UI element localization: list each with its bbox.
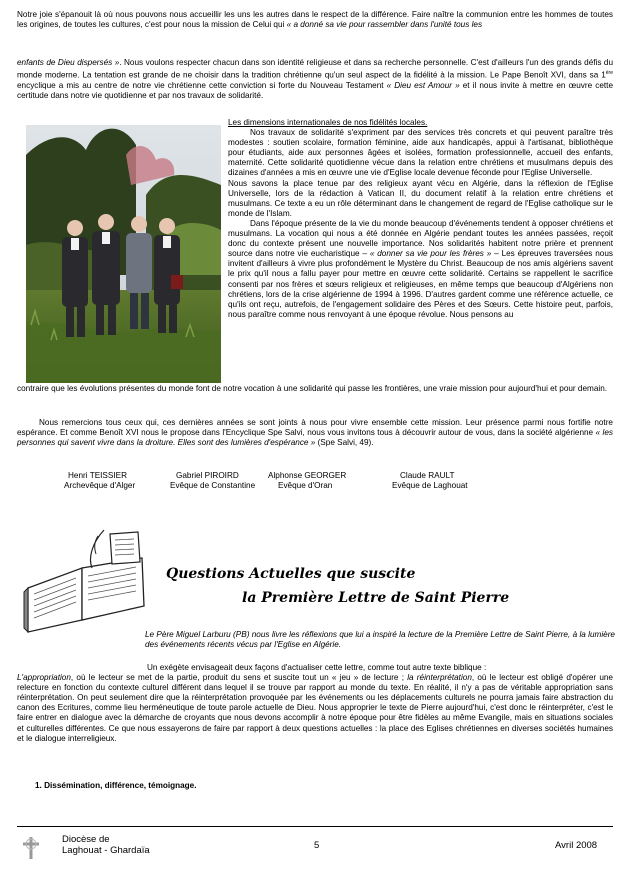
text: , où le lecteur se met de la partie, produit du sens et suscite tout un « jeu » de lecture ; bbox=[70, 673, 404, 683]
section-heading-1: 1. Dissémination, différence, témoignage. bbox=[35, 781, 197, 790]
signature bbox=[268, 471, 346, 491]
text: contraire que les évolutions présentes du monde font de notre vocation à une solidarité qui passe les frontières, une vraie mission pour aujourd'hui et pour demain. bbox=[17, 384, 608, 393]
section-internationales bbox=[228, 118, 613, 320]
text: et il nous invite à mettre en œuvre cette certitude dans notre vie quotidienne et par nos travaux de solidarité. bbox=[17, 80, 613, 101]
article-intro: Le Père Miguel Larburu (PB) nous livre les réflexions que lui a inspiré la lecture de la Première Lettre de Saint Pierre, à la lumière des événements récents vécus par l'Eglise en Algérie. bbox=[145, 630, 615, 650]
text: Notre joie s'épanouit là où nous pouvons nous accueillir les uns les autres dans le respect de la différence. Faire naître la communion entre les hommes de toutes les origines, de toutes les cultures, c'est pour nous la mission de Celui qui bbox=[17, 10, 613, 30]
footer-diocese bbox=[62, 834, 150, 856]
paragraph bbox=[228, 219, 613, 320]
signature-title: Evêque de Constantine bbox=[170, 481, 256, 490]
text: Dans l'époque présente de la vie du monde beaucoup d'événements tendent à opposer chrétiens et musulmans. La vocation qui nous a été donnée en Algérie pendant toutes les années passées, reçoit donc du contexte présent une nouvelle importance. Nos solidarités habitent notre prière et prennent source dans notre vie eucharistique – bbox=[228, 218, 613, 259]
quote: « Dieu est Amour » bbox=[386, 80, 460, 90]
signature bbox=[170, 471, 255, 491]
article-title-line1: Questions Actuelles que suscite bbox=[166, 566, 416, 582]
text: , où le lecteur est obligé d'opérer une relecture en fonction du contexte culturel différent dans lequel il se trouve par rapport au monde du texte. En réalité, il n'y a pas de véritable appropriation sans réinterprétation. On peut seulement dire que la réinterprétation provoquée par les événements ou les déplacements culturels ne pourra jamais faire abstraction du canon des Ecritures, comme lieu herméneutique de toute parole actuelle de Dieu. Nous approprier le texte de Pierre aujourd'hui, c'est donc le réinterpréter, c'est le faire entrer en dialogue avec la démarche de croyants que nous devons accomplir à notre époque pour être fidèles au même Evangile, mais en situations sociales et culturelles différentes. Ce que nous essayerons de faire par rapport à deux questions actuelles : la place des Eglises chrétiennes en diverses sociétés humaines et le dialogue interreligieux. bbox=[17, 673, 613, 743]
signature-title: Archevêque d'Alger bbox=[64, 481, 136, 490]
superscript: ère bbox=[605, 70, 613, 77]
signature bbox=[392, 471, 468, 491]
signature bbox=[64, 471, 135, 491]
text: encyclique a mis au centre de notre vie chrétienne cette conviction si forte du Nouveau Testament bbox=[17, 80, 384, 90]
bishops-photo bbox=[26, 125, 221, 383]
signature-name: Claude RAULT bbox=[400, 471, 455, 480]
text: – Les épreuves traversées nous invitent d'ailleurs à vivre plus profondément le Mystère du Christ. Beaucoup de nos amis algériens savent le prix qu'il nous a fallu payer pour mettre en œuvre cette solidarité. Certains se rappellent le sacrifice consenti par nos frères et sœurs religieux et religieuses, en même temps que beaucoup d'Algériens non chrétiens, lors de la crise algérienne de 1994 à 1996. D'autres gardent comme une référence actuelle, ce qu'ils ont reçu, autrefois, de l'engagement solidaire des Pères et des Sœurs. Cette histoire peut, parfois, nous paraître comme nous renvoyant à une époque révolue. Nous pensons au bbox=[228, 249, 613, 319]
page-number: 5 bbox=[314, 840, 320, 851]
open-book-illustration bbox=[20, 528, 150, 633]
term: L'appropriation bbox=[17, 673, 71, 683]
article-title-line2: la Première Lettre de Saint Pierre bbox=[242, 590, 510, 606]
term: la réinterprétation bbox=[407, 673, 472, 683]
signature-name: Henri TEISSIER bbox=[68, 471, 127, 480]
footer-line: Diocèse de bbox=[62, 834, 110, 845]
signature-title: Evêque d'Oran bbox=[278, 481, 333, 490]
quote: « a donné sa vie pour rassembler dans l'unité tous les bbox=[286, 20, 483, 30]
footer-rule bbox=[17, 826, 613, 827]
text bbox=[17, 418, 613, 448]
cross-icon bbox=[20, 835, 42, 861]
paragraph: Nos travaux de solidarité s'expriment par des services très concrets et qui peuvent paraître très modestes : soutien scolaire, formation féminine, aide aux handicapés, appui à l'artisanat, bibliothèque pour étudiants, aide aux personnes âgées et isolées, formation professionnelle, accueil des enfants, maternité. Cette solidarité quotidienne vécue dans la relation entre chrétiens et musulmans depuis des dizaines d'années a mis en œuvre une vie d'Eglise locale devenue féconde pour l'Eglise Universelle. bbox=[228, 128, 613, 178]
signature-name: Gabriel PIROIRD bbox=[176, 471, 239, 480]
paragraph: Nous savons la place tenue par des religieux ayant vécu en Algérie, dans la réflexion de l'Eglise Universelle, lors de la rédaction à Vatican II, du document relatif à la relation entre chrétiens et musulmans. Ce texte a eu un rôle déterminant dans le changement de regard de l'Eglise catholique sur le monde de l'Islam. bbox=[228, 178, 613, 218]
text: Nous remercions tous ceux qui, ces dernières années se sont joints à nous pour vivre ensemble cette mission. Leur présence parmi nous fortifie notre espérance. Et comme Benoît XVI nous le propose dans l'Encyclique Spe Salvi, nous vous invitons tous à découvrir autour de vous, dans la société algérienne bbox=[17, 418, 613, 438]
text: Un exégète envisageait deux façons d'actualiser cette lettre, comme tout autre texte biblique : bbox=[147, 663, 487, 672]
footer-date: Avril 2008 bbox=[555, 840, 598, 851]
article-body bbox=[17, 663, 613, 744]
footer-line: Laghouat - Ghardaïa bbox=[62, 845, 150, 856]
signature-name: Alphonse GEORGER bbox=[268, 471, 347, 480]
section-heading: Les dimensions internationales de nos fidélités locales. bbox=[228, 118, 428, 127]
text: (Spe Salvi, 49). bbox=[315, 438, 374, 448]
quote: « donner sa vie pour les frères » bbox=[369, 249, 492, 259]
signature-title: Evêque de Laghouat bbox=[392, 481, 468, 490]
opening-paragraph-continued bbox=[17, 58, 613, 101]
paragraph-thanks bbox=[17, 418, 613, 448]
text: . Nous voulons respecter chacun dans son identité religieuse et dans sa recherche personnelle. C'est d'ailleurs l'un des grands défis du monde moderne. La tentation est grande de ne choisir dans la tradition chrétienne qu'un seul aspect de la fidélité à la mission. Le Pape Benoît XVI, dans sa 1 bbox=[17, 58, 614, 80]
quote: « les personnes qui savent vivre dans la droiture. Elles sont des lumières d'espérance » bbox=[17, 428, 614, 448]
opening-paragraph bbox=[17, 10, 613, 30]
quote: enfants de Dieu dispersés » bbox=[17, 58, 120, 67]
text bbox=[17, 673, 613, 744]
paragraph-full-width bbox=[17, 384, 613, 394]
